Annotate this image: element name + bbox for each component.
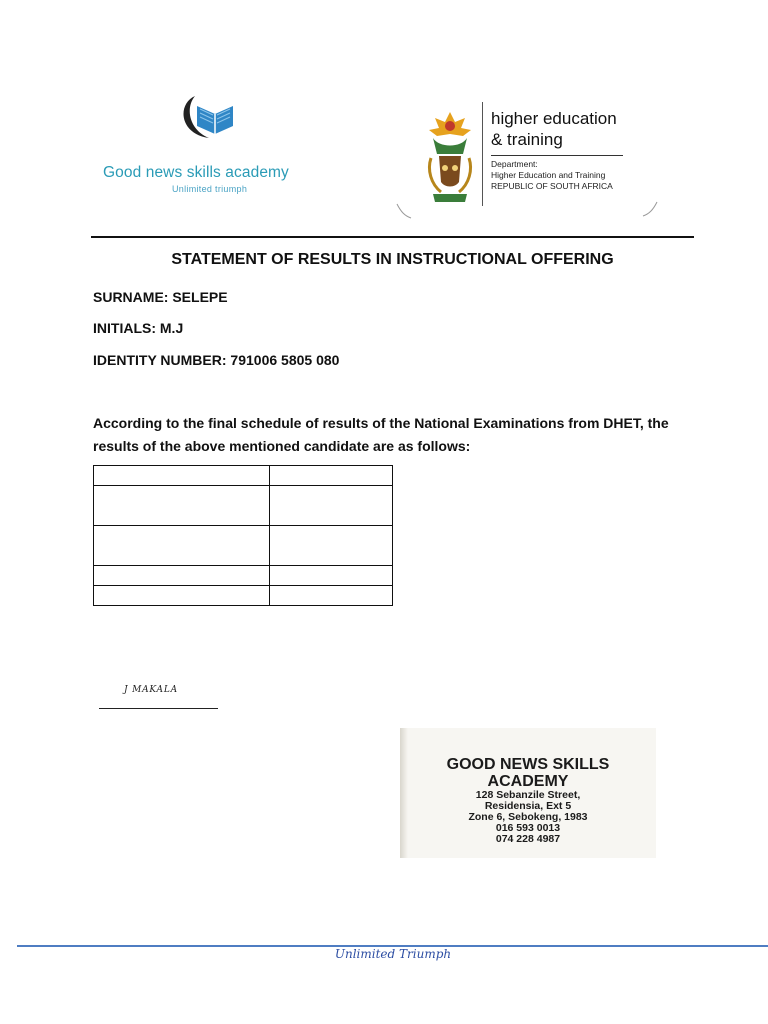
table-row	[94, 526, 393, 566]
table-cell	[270, 526, 393, 566]
coat-of-arms-icon	[425, 108, 475, 204]
dhet-dept-line-1: Department:	[491, 159, 538, 169]
table-cell	[270, 466, 393, 486]
signature-line	[99, 708, 218, 709]
surname-label: SURNAME:	[93, 289, 169, 305]
dhet-title	[491, 108, 617, 150]
id-number-field	[93, 352, 339, 368]
results-table	[93, 465, 393, 606]
table-cell	[94, 526, 270, 566]
dhet-dept-line-3: REPUBLIC OF SOUTH AFRICA	[491, 181, 613, 191]
academy-tagline: Unlimited triumph	[172, 184, 248, 194]
header-rule	[91, 236, 694, 238]
surname-field	[93, 289, 228, 305]
signature: J MAKALA	[124, 685, 178, 695]
table-row	[94, 566, 393, 586]
table-row	[94, 466, 393, 486]
table-cell	[94, 586, 270, 606]
open-book-swoosh-icon	[175, 92, 235, 144]
initials-value: M.J	[159, 320, 184, 336]
table-cell	[94, 566, 270, 586]
document-title: STATEMENT OF RESULTS IN INSTRUCTIONAL OFFERING	[171, 251, 614, 268]
table-row	[94, 586, 393, 606]
logo-divider	[482, 102, 483, 206]
dhet-department	[491, 159, 613, 192]
stamp-phone-line: 074 228 4987	[495, 833, 561, 845]
stamp-address-line: 128 Sebanzile Street,	[475, 789, 581, 801]
stamp-line-2: ACADEMY	[487, 773, 569, 790]
initials-field	[93, 320, 183, 336]
academy-stamp	[400, 728, 656, 858]
dhet-title-line-1: higher education	[491, 109, 617, 128]
footer-tagline: Unlimited Triumph	[334, 947, 452, 961]
stamp-address-line: Residensia, Ext 5	[484, 800, 572, 812]
id-number-label: IDENTITY NUMBER:	[93, 352, 227, 368]
intro-paragraph: According to the final schedule of results of the National Examinations from DHET, the results of the above mentioned candidate are as follows:	[93, 415, 669, 454]
id-number-value: 791006 5805 080	[230, 352, 340, 368]
stamp-phone-line: 016 593 0013	[495, 822, 561, 834]
table-cell	[270, 486, 393, 526]
academy-name: Good news skills academy	[103, 164, 289, 181]
initials-label: INITIALS:	[93, 320, 156, 336]
dhet-dept-line-2: Higher Education and Training	[491, 170, 606, 180]
table-cell	[94, 466, 270, 486]
stamp-line-1: GOOD NEWS SKILLS	[446, 756, 610, 773]
surname-value: SELEPE	[172, 289, 228, 305]
decorative-swirl	[395, 196, 660, 222]
table-cell	[270, 586, 393, 606]
dhet-logo	[395, 100, 660, 222]
stamp-address	[400, 790, 656, 845]
dhet-title-line-2: & training	[491, 130, 563, 149]
good-news-logo	[100, 92, 340, 202]
stamp-address-line: Zone 6, Sebokeng, 1983	[468, 811, 588, 823]
table-cell	[270, 566, 393, 586]
table-row	[94, 486, 393, 526]
table-cell	[94, 486, 270, 526]
dhet-title-underline	[491, 155, 623, 156]
stamp-academy-name	[400, 756, 656, 790]
